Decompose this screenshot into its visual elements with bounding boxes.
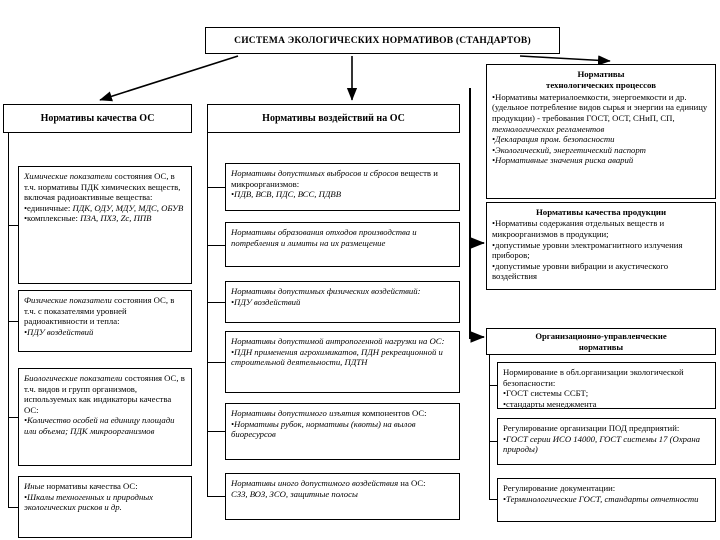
left-item-4-lead: Иные xyxy=(24,481,45,491)
middle-item-4-bullet-1: •ПДН применения агрохимикатов, ПДН рекреационной и строительной деятельности, ПДТН xyxy=(231,346,443,368)
trunk-org xyxy=(489,355,490,500)
middle-item-6-bullet-1: СЗЗ, ВОЗ, ЗСО, защитные полосы xyxy=(231,488,358,499)
middle-item-4-lead: Нормативы допустимой антропогенной нагрузки на ОС: xyxy=(231,336,445,346)
left-item-1-bullet-2-italic: ПЗА, ПХЗ, Zc, ППВ xyxy=(80,213,152,224)
right-org-item-1-bullet-2: •стандарты менеджмента xyxy=(503,398,597,409)
trunk-right xyxy=(469,88,471,339)
branch-mid-1 xyxy=(207,187,226,188)
left-item-4-bullet-1: •Шкалы техногенных и природных экологических рисков и др. xyxy=(24,491,154,513)
left-item-1-bullet-2-plain: •комплексные: xyxy=(24,213,81,224)
left-item-1 xyxy=(18,166,192,284)
right-product-bullet-1: •Нормативы содержания отдельных веществ и микроорганизмов в продукции; xyxy=(492,218,665,239)
page-title xyxy=(205,27,560,54)
branch-mid-5 xyxy=(207,431,226,432)
column-header-quality-label: Нормативы качества ОС xyxy=(40,113,155,124)
middle-item-5 xyxy=(225,403,460,460)
right-product-box xyxy=(486,202,716,290)
left-item-4-body: нормативы качества ОС: xyxy=(44,481,138,491)
left-item-2-lead: Физические показатели xyxy=(24,295,112,305)
column-header-quality xyxy=(3,104,192,133)
left-item-2 xyxy=(18,290,192,352)
middle-item-6-body: на ОС: xyxy=(398,478,426,488)
right-tech-title-line2: технологических процессов xyxy=(546,80,656,91)
middle-item-5-lead: Нормативы допустимого изъятия xyxy=(231,408,360,418)
middle-item-1-lead: Нормативы допустимых выбросов и сбросов xyxy=(231,168,399,178)
right-org-item-2 xyxy=(497,418,716,465)
middle-item-5-body: компонентов ОС: xyxy=(359,408,427,418)
right-org-header-line1: Организационно-управленческие xyxy=(535,331,667,342)
trunk-right-top xyxy=(469,88,471,90)
middle-item-1 xyxy=(225,163,460,211)
right-tech-box xyxy=(486,64,716,199)
column-header-impact xyxy=(207,104,460,133)
right-org-item-1-bullet-1: •ГОСТ системы ССБТ; xyxy=(503,388,589,399)
middle-item-1-bullet-1: •ПДВ, ВСВ, ПДС, ВСС, ПДВВ xyxy=(231,189,342,200)
right-org-header-line2: нормативы xyxy=(578,341,624,352)
right-tech-bullet-4: •Нормативные значения риска аварий xyxy=(492,155,634,166)
right-org-item-1 xyxy=(497,362,716,409)
left-item-3 xyxy=(18,368,192,466)
left-item-1-bullet-1-plain: •единичные: xyxy=(24,202,73,213)
middle-item-6-lead: Нормативы иного допустимого воздействия xyxy=(231,478,399,488)
right-product-bullet-2: •допустимые уровни электромагнитного излучения приборов; xyxy=(492,239,683,261)
middle-item-1-body: веществ и микроорганизмов: xyxy=(231,168,438,189)
left-item-4 xyxy=(18,476,192,538)
right-org-item-3-bullet-1-plain: • xyxy=(503,493,507,504)
right-tech-bullet-1-italic: технологических регламентов xyxy=(492,123,605,134)
page-title-text: СИСТЕМА ЭКОЛОГИЧЕСКИХ НОРМАТИВОВ (СТАНДАРТОВ) xyxy=(234,35,531,46)
right-product-bullet-3: •допустимые уровни вибрации и акустического воздействия xyxy=(492,260,669,282)
right-tech-bullet-1-plain: •Нормативы материалоемкости, энергоемкости и др. (удельное потребление видов сырья и энергии на единицу продукции) - требования ГОСТ, ОСТ, СНиП, СП, xyxy=(492,91,708,123)
right-tech-bullet-3: •Экологический, энергетический паспорт xyxy=(492,144,646,155)
left-item-1-bullet-1-italic: ПДК, ОДУ, МДУ, МДС, ОБУВ xyxy=(72,202,184,213)
column-header-impact-label: Нормативы воздействий на ОС xyxy=(262,113,405,124)
left-item-3-lead: Биологические показатели xyxy=(24,373,123,383)
branch-mid-2 xyxy=(207,245,226,246)
right-org-item-3 xyxy=(497,478,716,522)
right-org-item-2-lead: Регулирование организации ПОД предприятий: xyxy=(503,423,680,433)
right-product-title: Нормативы качества продукции xyxy=(535,207,667,217)
right-org-item-2-bullet-1-italic: ГОСТ серии ИСО 14000, ГОСТ системы 17 (Охрана природы) xyxy=(503,433,701,455)
left-item-1-body: состояния ОС, в т.ч. нормативы ПДК химических веществ, включая радиоактивные вещества: xyxy=(24,171,181,203)
middle-item-2-lead: Нормативы образования отходов производства и потребления и лимиты на их размещение xyxy=(231,227,417,248)
right-org-header xyxy=(486,328,716,355)
left-item-3-body: состояния ОС, в т.ч. видов и групп организмов, используемых как индикаторы качества ОС: xyxy=(24,373,185,415)
middle-item-3 xyxy=(225,281,460,323)
right-org-item-3-lead: Регулирование документации: xyxy=(503,483,616,493)
left-item-3-bullet-1: •Количество особей на единицу площади или объема; ПДК микроорганизмов xyxy=(24,415,175,437)
right-org-item-1-lead: Нормирование в обл.организации экологической безопасности: xyxy=(503,367,684,388)
branch-mid-3 xyxy=(207,302,226,303)
branch-mid-6 xyxy=(207,496,226,497)
middle-item-6 xyxy=(225,473,460,520)
middle-item-3-bullet-1: •ПДУ воздействий xyxy=(231,296,301,307)
branch-mid-4 xyxy=(207,362,226,363)
right-org-item-2-bullet-1-plain: • xyxy=(503,433,507,444)
right-tech-bullet-2: •Декларация пром. безопасности xyxy=(492,134,615,145)
middle-item-5-bullet-1: •Нормативы рубок, нормативы (квоты) на вылов биоресурсов xyxy=(231,418,416,440)
left-item-1-lead: Химические показатели xyxy=(24,171,113,181)
middle-item-4 xyxy=(225,331,460,393)
middle-item-2 xyxy=(225,222,460,267)
right-org-item-3-bullet-1-italic: Терминологические ГОСТ, стандарты отчетности xyxy=(506,493,699,504)
right-org-header-text xyxy=(535,331,666,351)
right-tech-title-line1: Нормативы xyxy=(577,69,625,79)
left-item-2-bullet-1: •ПДУ воздействий xyxy=(24,326,94,337)
middle-item-3-lead: Нормативы допустимых физических воздействий: xyxy=(231,286,421,296)
left-item-2-body: состояния ОС, в т.ч. с показателями уровней радиоактивности и тепла: xyxy=(24,295,175,327)
